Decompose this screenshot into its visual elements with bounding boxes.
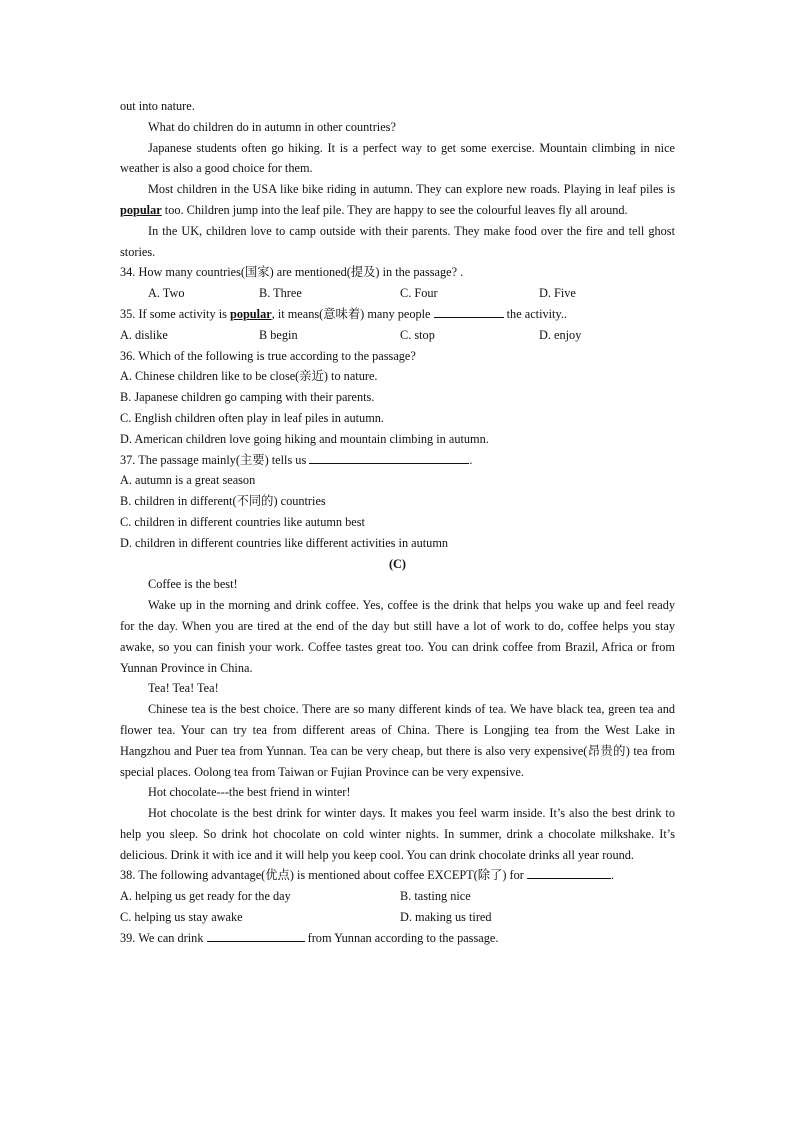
q39-stem xyxy=(120,928,675,949)
q36-option-c: C. English children often play in leaf piles in autumn. xyxy=(120,410,384,425)
q36-option-b: B. Japanese children go camping with their parents. xyxy=(120,390,375,405)
q37-option-c: C. children in different countries like autumn best xyxy=(120,514,365,529)
coffee-heading: Coffee is the best! xyxy=(148,577,238,592)
q34-option-d: D. Five xyxy=(539,286,576,301)
q35-option-a: A. dislike xyxy=(120,327,168,342)
q35-option-b: B begin xyxy=(259,327,298,342)
q34-option-b: B. Three xyxy=(259,286,302,301)
q35-answer-blank[interactable] xyxy=(434,304,504,318)
q37-option-b: B. children in different(不同的) countries xyxy=(120,494,326,509)
q35-stem-b: , it means(意味着) many people xyxy=(271,306,434,321)
q37-option-a: A. autumn is a great season xyxy=(120,473,256,488)
passage-b-usa xyxy=(120,179,675,221)
passage-b-japan: Japanese students often go hiking. It is a perfect way to get some exercise. Mountain climbing in nice weather is also a good choice for them. xyxy=(120,140,675,176)
popular-word: popular xyxy=(120,202,162,217)
q34-stem: 34. How many countries(国家) are mentioned(提及) in the passage? . xyxy=(120,265,464,280)
usa-text-a: Most children in the USA like bike riding in autumn. They can explore new roads. Playing in leaf piles is xyxy=(148,182,675,197)
passage-b-tail: out into nature. xyxy=(120,99,195,113)
chocolate-paragraph: Hot chocolate is the best drink for winter days. It makes you feel warm inside. It’s also the best drink to help you sleep. So drink hot chocolate on cold winter nights. In summer, drink a chocolate milkshake. It’s delicious. Drink it with ice and it will help you keep cool. You can drink chocolate drinks all year round. xyxy=(120,806,675,862)
q38-stem xyxy=(120,865,675,886)
q38-option-a: A. helping us get ready for the day xyxy=(120,889,291,904)
q35-stem-c: the activity.. xyxy=(503,306,567,321)
q38-stem-b: . xyxy=(610,868,615,883)
q38-options-row2 xyxy=(120,907,675,928)
passage-b-question: What do children do in autumn in other countries? xyxy=(148,119,396,134)
q39-answer-blank[interactable] xyxy=(207,928,305,942)
coffee-paragraph: Wake up in the morning and drink coffee. Yes, coffee is the drink that helps you wake up and feel ready for the day. When you are tired at the end of the day but still have a lot of work to do, coffee helps you stay awake, so you can finish your work. Coffee tastes great too. You can drink coffee from Brazil, Africa or from Yunnan Province in China. xyxy=(120,598,675,675)
q38-stem-a: 38. The following advantage(优点) is mentioned about coffee EXCEPT(除了) for xyxy=(120,868,527,883)
q38-answer-blank[interactable] xyxy=(527,865,611,879)
section-c-title: (C) xyxy=(388,556,407,571)
q37-stem xyxy=(120,450,675,471)
worksheet-page xyxy=(120,96,675,949)
q38-options-row1 xyxy=(120,886,675,907)
q36-option-d: D. American children love going hiking and mountain climbing in autumn. xyxy=(120,431,489,446)
q37-stem-b: . xyxy=(469,452,473,467)
q39-stem-a: 39. We can drink xyxy=(120,930,207,945)
tea-heading: Tea! Tea! Tea! xyxy=(148,681,219,696)
tea-paragraph: Chinese tea is the best choice. There are so many different kinds of tea. We have black tea, green tea and flower tea. Your can try tea from different areas of China. There is Longjing tea from the West Lake in Hangzhou and Puer tea from Yunnan. Tea can be very cheap, but there is also very expensive(昂贵的) tea from special places. Oolong tea from Taiwan or Fujian Province can be very expensive. xyxy=(120,702,675,779)
q35-stem xyxy=(120,304,675,325)
q35-option-d: D. enjoy xyxy=(539,327,582,342)
q35-stem-a: 35. If some activity is xyxy=(120,306,230,321)
chocolate-heading: Hot chocolate---the best friend in winter! xyxy=(148,785,351,800)
q34-option-a: A. Two xyxy=(148,286,185,301)
q35-option-c: C. stop xyxy=(400,327,435,342)
q39-stem-b: from Yunnan according to the passage. xyxy=(304,930,499,945)
q36-stem: 36. Which of the following is true according to the passage? xyxy=(120,348,416,363)
passage-b-uk: In the UK, children love to camp outside with their parents. They make food over the fire and tell ghost stories. xyxy=(120,223,675,259)
q34-option-c: C. Four xyxy=(400,286,438,301)
q35-popular-word: popular xyxy=(229,306,272,321)
usa-text-b: too. Children jump into the leaf pile. They are happy to see the colourful leaves fly all around. xyxy=(161,202,628,217)
q37-option-d: D. children in different countries like different activities in autumn xyxy=(120,535,449,550)
q34-options xyxy=(120,283,675,304)
q38-option-c: C. helping us stay awake xyxy=(120,910,243,925)
q36-option-a: A. Chinese children like to be close(亲近) to nature. xyxy=(120,369,378,384)
q35-options xyxy=(120,325,675,346)
q37-answer-blank[interactable] xyxy=(309,450,469,464)
q38-option-b: B. tasting nice xyxy=(400,889,471,904)
q37-stem-a: 37. The passage mainly(主要) tells us xyxy=(120,452,310,467)
q38-option-d: D. making us tired xyxy=(400,910,492,925)
